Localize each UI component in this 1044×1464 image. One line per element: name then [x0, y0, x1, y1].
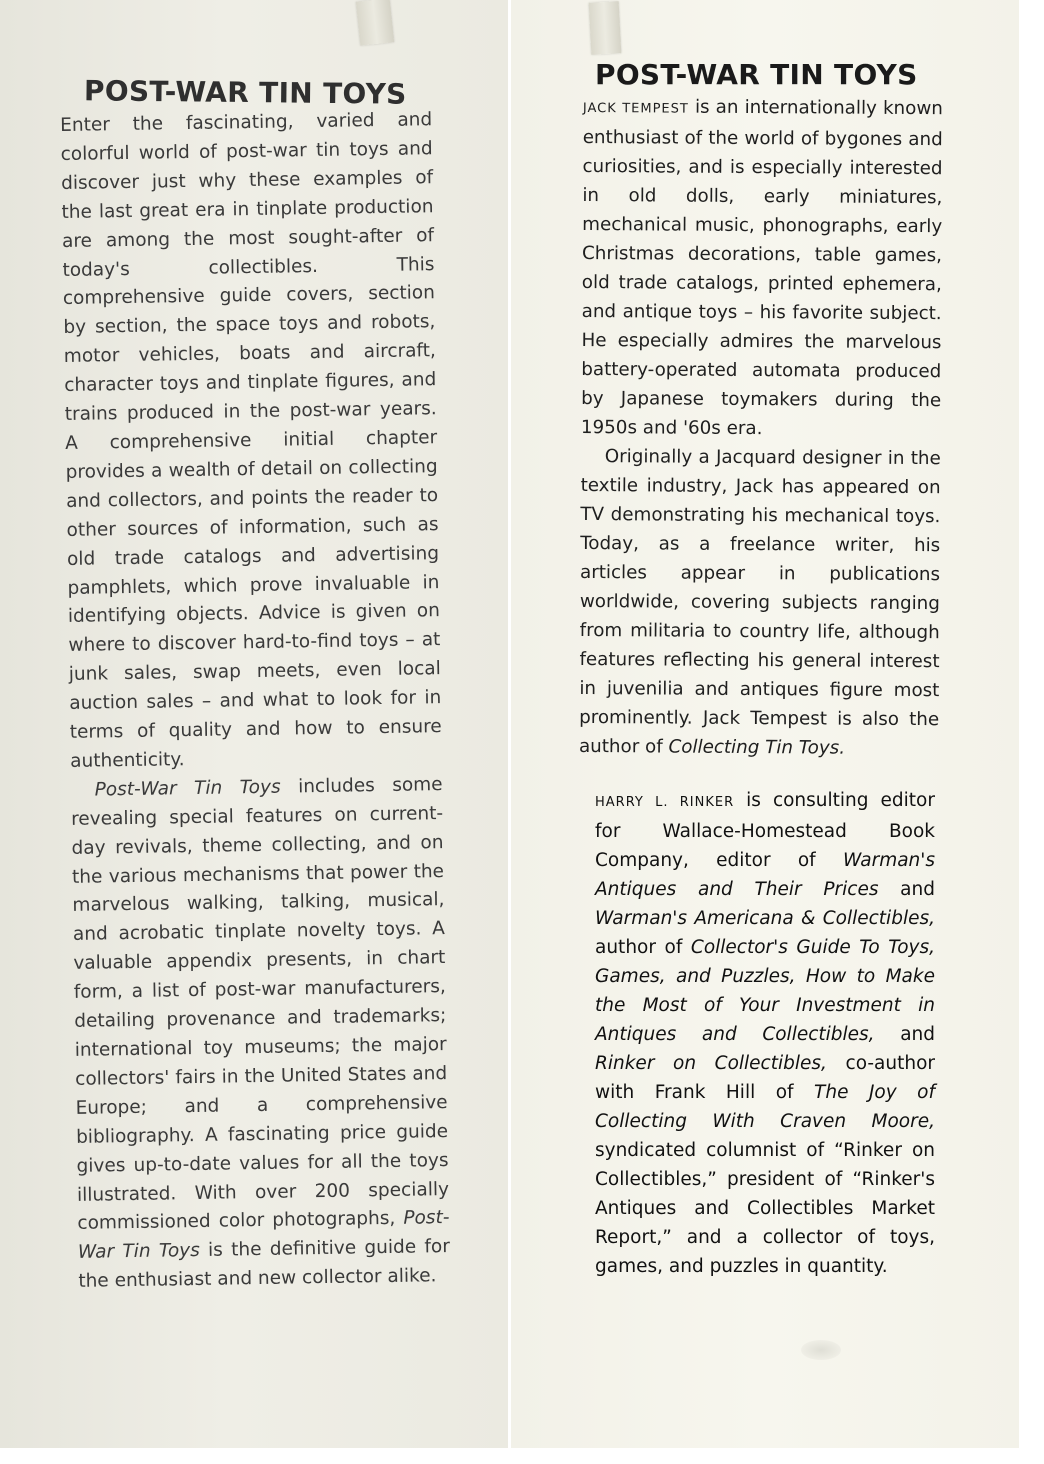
description-paragraph-1: Enter the fascinating, varied and colorful world of post-war tin toys and discover just why these examples of the last great era in tinplate production are among the most sought-after of today's collectibles. This comprehensive guide covers, section by section, the space toys and robots, motor vehicles, boats and aircraft, character toys and tinplate figures, and trains produced in the post-war years. A comprehensive initial chapter provides a wealth of detail on collecting and collectors, and points the reader to other sources of information, such as old trade catalogs and advertising pamphlets, which prove invaluable in identifying objects. Advice is given on where to discover hard-to-find toys – at junk sales, swap meets, even local auction sales – and what to look for in terms of quality and how to ensure authenticity. — [60, 109, 442, 772]
description-paragraph-2 — [70, 771, 450, 1297]
left-jacket-flap — [0, 0, 508, 1448]
rinker-paragraph — [595, 786, 935, 1281]
paragraph-text: author of — [595, 937, 691, 958]
book-title-italic: Collector's Guide To Toys, Games, and Puzzles, How to Make the Most of Your Investment in Antiques and Collectibles, — [595, 937, 935, 1045]
tempest-paragraph-1 — [581, 92, 943, 444]
right-flap-title: POST-WAR TIN TOYS — [595, 58, 918, 91]
paragraph-text: is the definitive guide for the enthusiast and new collector alike. — [78, 1236, 451, 1293]
book-title-italic: Post-War Tin Toys — [77, 1207, 450, 1264]
author-bio-tempest — [579, 92, 943, 763]
tempest-paragraph-2 — [579, 442, 941, 763]
paragraph-text: includes some revealing special features on current-day revivals, theme collecting, and on the various mechanisms that power the marvelous walking, talking, musical, and acrobatic tinplate novelty toys. A valuable appendix presents, in chart form, a list of post-war manufacturers, detailing provenance and trademarks; international toy museums; the major collectors' fairs in the United States and Europe; and a comprehensive bibliography. A fascinating price guide gives up-to-date values for all the toys illustrated. With over 200 specially commissioned color photographs, — [70, 773, 450, 1235]
paragraph-text: Originally a Jacquard designer in the textile industry, Jack has appeared on TV demonstrating his mechanical toys. Today, as a freelance writer, his articles appear in publications worldwide, covering subjects ranging from militaria to country life, although features reflecting his general interest in juvenilia and antiques figure most prominently. Jack Tempest is also the author of — [578, 446, 941, 758]
tape-strip — [589, 1, 622, 54]
paragraph-text: syndicated columnist of “Rinker on Collectibles,” president of “Rinker's Antiques and Collectibles Market Report,” and a collector of toys, games, and puzzles in quantity. — [595, 1140, 935, 1277]
book-title-italic: Warman's Antiques and Their Prices — [595, 850, 935, 900]
left-flap-title: POST-WAR TIN TOYS — [83, 74, 407, 111]
book-title-italic: Post-War Tin Toys — [94, 776, 281, 801]
book-title-italic: Warman's Americana & Collectibles, — [595, 908, 935, 929]
book-title-italic: Rinker on Collectibles, — [595, 1053, 827, 1074]
paragraph-text: is consulting editor for Wallace-Homestead Book Company, editor of — [595, 790, 935, 871]
author-name: JACK TEMPEST — [582, 100, 689, 117]
editor-name: HARRY L. RINKER — [595, 795, 735, 810]
right-jacket-flap — [511, 0, 1019, 1448]
book-title-italic: The Joy of Collecting With Craven Moore, — [595, 1082, 935, 1132]
left-flap-description — [60, 106, 451, 1297]
book-title-italic: Collecting Tin Toys. — [668, 736, 846, 759]
paragraph-text: co-author with Frank Hill of — [595, 1053, 935, 1103]
tape-strip — [356, 0, 394, 46]
paper-smudge — [801, 1340, 841, 1360]
author-bio-rinker — [595, 786, 935, 1281]
paragraph-text: is an internationally known enthusiast of the world of bygones and curiosities, and is especially interested in old dolls, early miniatures, mechanical music, phonographs, early Christmas decorations, table games, old trade catalogs, printed ephemera, and antique toys – his favorite subject. He especially admires the marvelous battery-operated automata produced by Japanese toymakers during the 1950s and '60s era. — [580, 96, 943, 440]
paragraph-text: and — [874, 1024, 936, 1045]
paragraph-text: and — [878, 879, 935, 900]
